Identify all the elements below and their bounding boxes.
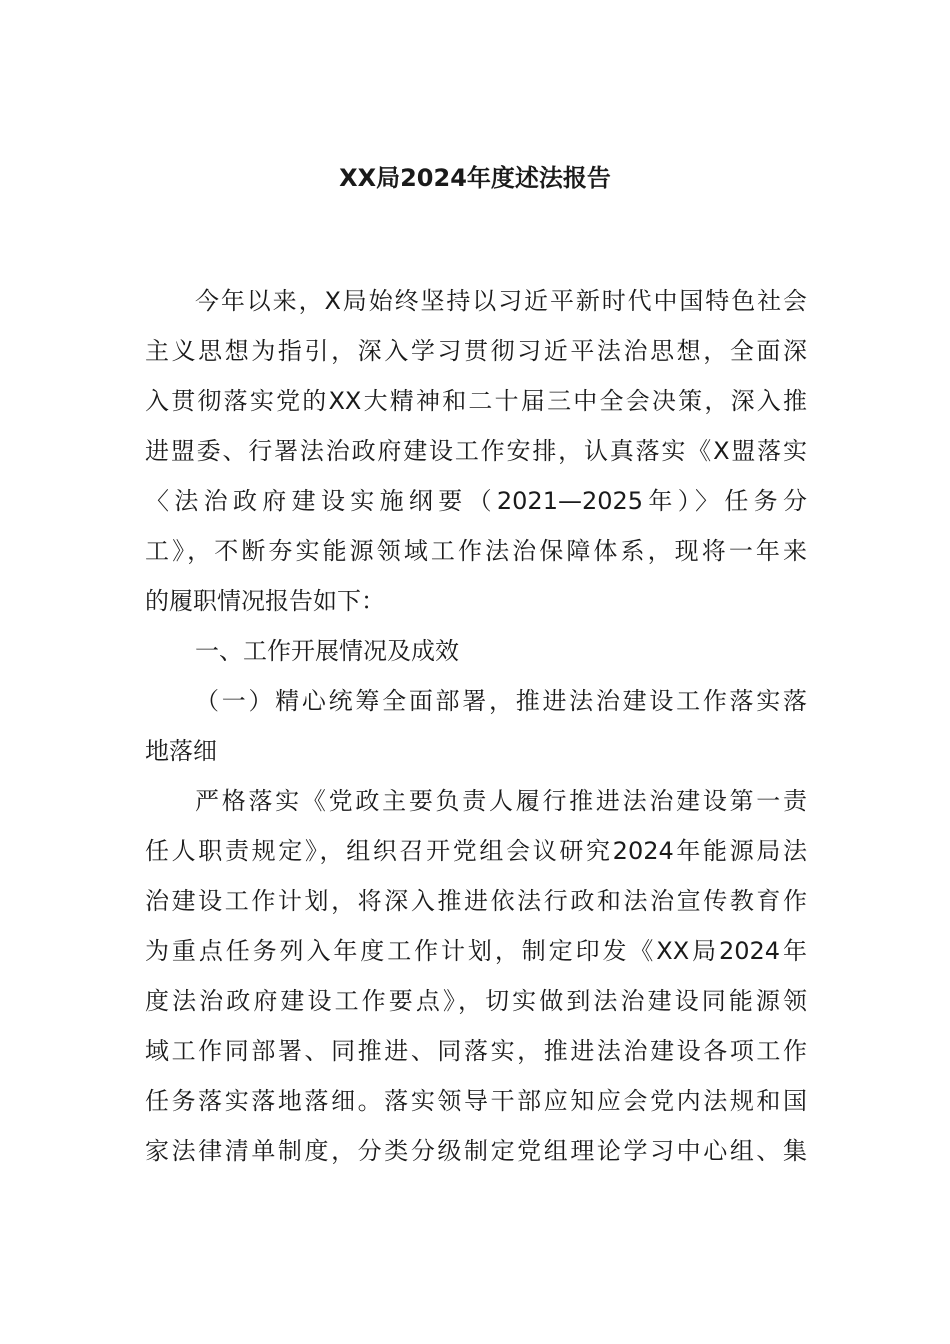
document-title: XX局2024年度述法报告 xyxy=(339,164,611,192)
paragraph-line: 为重点任务列入年度工作计划，制定印发《XX局2024年 xyxy=(145,937,807,965)
paragraph-line: 今年以来，X局始终坚持以习近平新时代中国特色社会 xyxy=(195,287,807,315)
paragraph-line: 入贯彻落实党的XX大精神和二十届三中全会决策，深入推 xyxy=(145,387,807,415)
paragraph-line: 家法律清单制度，分类分级制定党组理论学习中心组、集 xyxy=(145,1137,807,1165)
paragraph-line: 〈法治政府建设实施纲要（2021—2025年）〉任务分 xyxy=(145,487,807,515)
paragraph-line: 任人职责规定》，组织召开党组会议研究2024年能源局法 xyxy=(145,837,807,865)
paragraph-line: 进盟委、行署法治政府建设工作安排，认真落实《X盟落实 xyxy=(145,437,807,465)
subsection-heading: 地落细 xyxy=(145,737,217,765)
paragraph-line: 任务落实落地落细。落实领导干部应知应会党内法规和国 xyxy=(145,1087,807,1115)
paragraph-line: 治建设工作计划，将深入推进依法行政和法治宣传教育作 xyxy=(145,887,807,915)
section-heading: 一、工作开展情况及成效 xyxy=(195,637,459,665)
paragraph-line: 工》，不断夯实能源领域工作法治保障体系，现将一年来 xyxy=(145,537,807,565)
paragraph-line: 严格落实《党政主要负责人履行推进法治建设第一责 xyxy=(195,787,807,815)
document-body xyxy=(145,276,807,1176)
paragraph-line: 的履职情况报告如下： xyxy=(145,587,385,615)
paragraph-line: 域工作同部署、同推进、同落实，推进法治建设各项工作 xyxy=(145,1037,807,1065)
subsection-heading: （一）精心统筹全面部署，推进法治建设工作落实落 xyxy=(195,687,807,715)
paragraph-line: 度法治政府建设工作要点》，切实做到法治建设同能源领 xyxy=(145,987,807,1015)
paragraph-line: 主义思想为指引，深入学习贯彻习近平法治思想，全面深 xyxy=(145,337,807,365)
